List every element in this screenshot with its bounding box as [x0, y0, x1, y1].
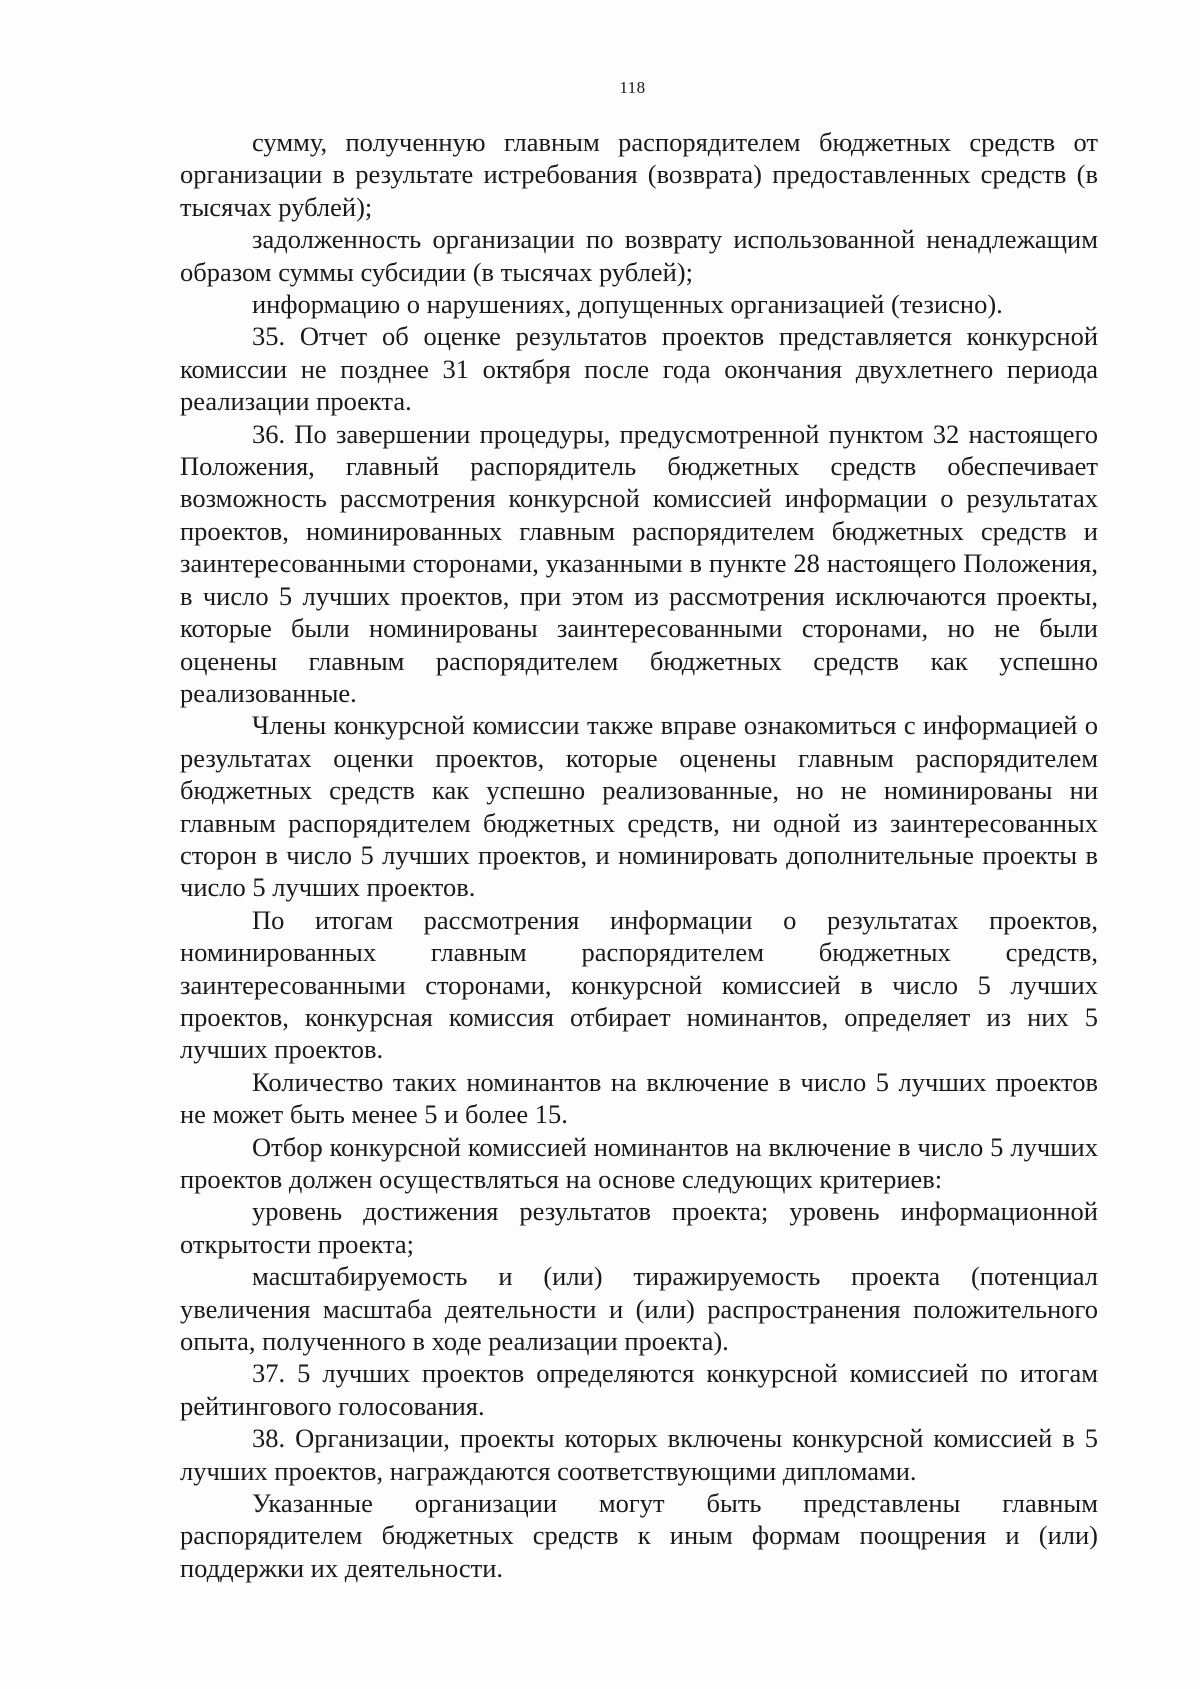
paragraph-criterion-scalability: масштабируемость и (или) тиражируемость проекта (потенциал увеличения масштаба деятельности и (или) распространения положительного опыта, полученного в ходе реализации проекта).	[180, 1261, 1098, 1357]
paragraph-debt: задолженность организации по возврату использованной ненадлежащим образом суммы субсидии (в тысячах рублей);	[180, 224, 1098, 287]
paragraph-violations: информацию о нарушениях, допущенных организацией (тезисно).	[252, 289, 1003, 320]
page-number: 118	[619, 78, 646, 97]
paragraph-item-35: 35. Отчет об оценке результатов проектов представляется конкурсной комиссии не позднее 31 октября после года окончания двухлетнего периода реализации проекта.	[180, 321, 1098, 417]
paragraph-item-37: 37. 5 лучших проектов определяются конкурсной комиссией по итогам рейтингового голосования.	[180, 1358, 1098, 1421]
paragraph-encouragement: Указанные организации могут быть представлены главным распорядителем бюджетных средств к иным формам поощрения и (или) поддержки их деятельности.	[180, 1488, 1098, 1583]
paragraph-review-results: По итогам рассмотрения информации о результатах проектов, номинированных главным распорядителем бюджетных средств, заинтересованными сторонами, конкурсной комиссией в число 5 лучших проектов, конкурсная комиссия отбирает номинантов, определяет из них 5 лучших проектов.	[180, 904, 1098, 1065]
paragraph-nominee-count: Количество таких номинантов на включение в число 5 лучших проектов не может быть менее 5 и более 15.	[180, 1066, 1098, 1130]
paragraph-item-38: 38. Организации, проекты которых включены конкурсной комиссией в 5 лучших проектов, награждаются соответствующими дипломами.	[180, 1423, 1098, 1486]
paragraph-selection-criteria: Отбор конкурсной комиссией номинантов на включение в число 5 лучших проектов должен осуществляться на основе следующих критериев:	[180, 1131, 1098, 1194]
document-body	[180, 126, 1098, 1584]
paragraph-refund-amount: сумму, полученную главным распорядителем бюджетных средств от организации в результате истребования (возврата) предоставленных средств (в тысячах рублей);	[180, 127, 1098, 222]
paragraph-criterion-achievement: уровень достижения результатов проекта; уровень информационной открытости проекта;	[180, 1196, 1098, 1259]
paragraph-commission-members: Члены конкурсной комиссии также вправе ознакомиться с информацией о результатах оценки проектов, которые оценены главным распорядителем бюджетных средств как успешно реализованные, но не номинированы ни главным распорядителем бюджетных средств, ни одной из заинтересованных сторон в число 5 лучших проектов, и номинировать дополнительные проекты в число 5 лучших проектов.	[180, 710, 1098, 903]
paragraph-item-36: 36. По завершении процедуры, предусмотренной пунктом 32 настоящего Положения, главный распорядитель бюджетных средств обеспечивает возможность рассмотрения конкурсной комиссией информации о результатах проектов, номинированных главным распорядителем бюджетных средств и заинтересованными сторонами, указанными в пункте 28 настоящего Положения, в число 5 лучших проектов, при этом из рассмотрения исключаются проекты, которые были номинированы заинтересованными сторонами, но не были оценены главным распорядителем бюджетных средств как успешно реализованные.	[180, 418, 1098, 708]
